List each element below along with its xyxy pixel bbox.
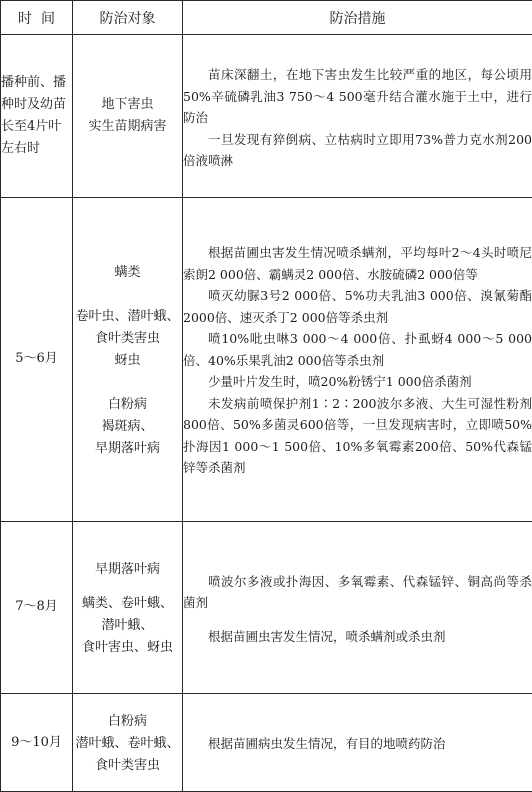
measure-paragraph: 一旦发现有猝倒病、立枯病时立即用73%普力克水剂200倍液喷淋 — [183, 131, 532, 169]
target-item: 早期落叶病 — [94, 440, 160, 456]
target-item: 地下害虫 — [101, 96, 154, 112]
target-cell — [73, 197, 183, 521]
target-item: 白粉病 — [107, 714, 147, 730]
measure-paragraph: 未发病前喷保护剂1∶2∶200波尔多液、大生可湿性粉剂800倍、50%多菌灵600倍等，一旦发现病害时，立即喷50%扑海因1 000～1 500倍、10%多氧霉素200倍、50%代森锰锌等杀菌剂 — [183, 395, 532, 476]
time-cell: 9～10月 — [1, 694, 73, 792]
time-cell: 播种前、播种时及幼苗长至4片叶左右时 — [1, 35, 73, 198]
target-cell — [73, 521, 183, 693]
target-item: 实生苗期病害 — [88, 118, 167, 134]
table-row — [1, 197, 532, 521]
header-row — [1, 1, 532, 35]
spacer — [73, 284, 182, 306]
measure-paragraph: 喷波尔多液或扑海因、多氧霉素、代森锰锌、铜高尚等杀菌剂 — [183, 573, 532, 611]
header-measures: 防治措施 — [183, 1, 532, 35]
table-body — [1, 35, 532, 792]
target-item: 褐斑病、 — [101, 418, 154, 434]
measure-paragraph: 少量叶片发生时，喷20%粉锈宁1 000倍杀菌剂 — [208, 374, 472, 390]
target-item: 螨类 — [114, 264, 141, 280]
measure-cell — [183, 197, 532, 521]
table-row — [1, 694, 532, 792]
target-item: 食叶类害虫 — [94, 758, 160, 774]
measure-paragraph: 根据苗圃病虫发生情况，有目的地喷药防治 — [208, 736, 446, 752]
spacer — [73, 372, 182, 394]
target-cell — [73, 35, 183, 198]
target-item: 早期落叶病 — [94, 561, 160, 577]
target-item: 蚜虫 — [114, 352, 141, 368]
target-item: 白粉病 — [107, 396, 147, 412]
header-target: 防治对象 — [73, 1, 183, 35]
spacer — [73, 581, 182, 593]
measure-paragraph: 喷10%吡虫啉3 000～4 000倍、扑虱蚜4 000～5 000倍、40%乐果乳油2 000倍等杀虫剂 — [183, 331, 532, 368]
target-item: 潜叶蛾、 — [101, 617, 154, 633]
target-item: 食叶害虫、蚜虫 — [81, 639, 173, 655]
header-time: 时 间 — [1, 1, 73, 35]
table-row — [1, 35, 532, 198]
table-row — [1, 521, 532, 693]
target-item: 食叶类害虫 — [94, 330, 160, 346]
target-item: 螨类、卷叶蛾、 — [81, 595, 173, 611]
time-cell: 7～8月 — [1, 521, 73, 693]
measure-paragraph: 根据苗圃虫害发生情况喷杀螨剂，平均每叶2～4头时喷尼索朗2 000倍、霸螨灵2 000倍、水胺硫磷2 000倍等 — [183, 245, 532, 282]
measure-cell — [183, 694, 532, 792]
measure-cell — [183, 521, 532, 693]
target-cell — [73, 694, 183, 792]
time-cell: 5～6月 — [1, 197, 73, 521]
measure-cell — [183, 35, 532, 198]
table-header — [1, 1, 532, 35]
target-item: 卷叶虫、潜叶蛾、 — [75, 308, 180, 324]
measure-paragraph: 喷灭幼脲3号2 000倍、5%功夫乳油3 000倍、溴氰菊酯2000倍、速灭杀丁2 000倍等杀虫剂 — [183, 288, 532, 325]
measure-paragraph: 根据苗圃虫害发生情况，喷杀螨剂或杀虫剂 — [208, 628, 446, 644]
target-item: 潜叶蛾、卷叶蛾、 — [75, 736, 180, 752]
measure-paragraph: 苗床深翻土，在地下害虫发生比较严重的地区，每公顷用50%辛硫磷乳油3 750～4 500毫升结合灌水施于土中，进行防治 — [183, 67, 532, 126]
